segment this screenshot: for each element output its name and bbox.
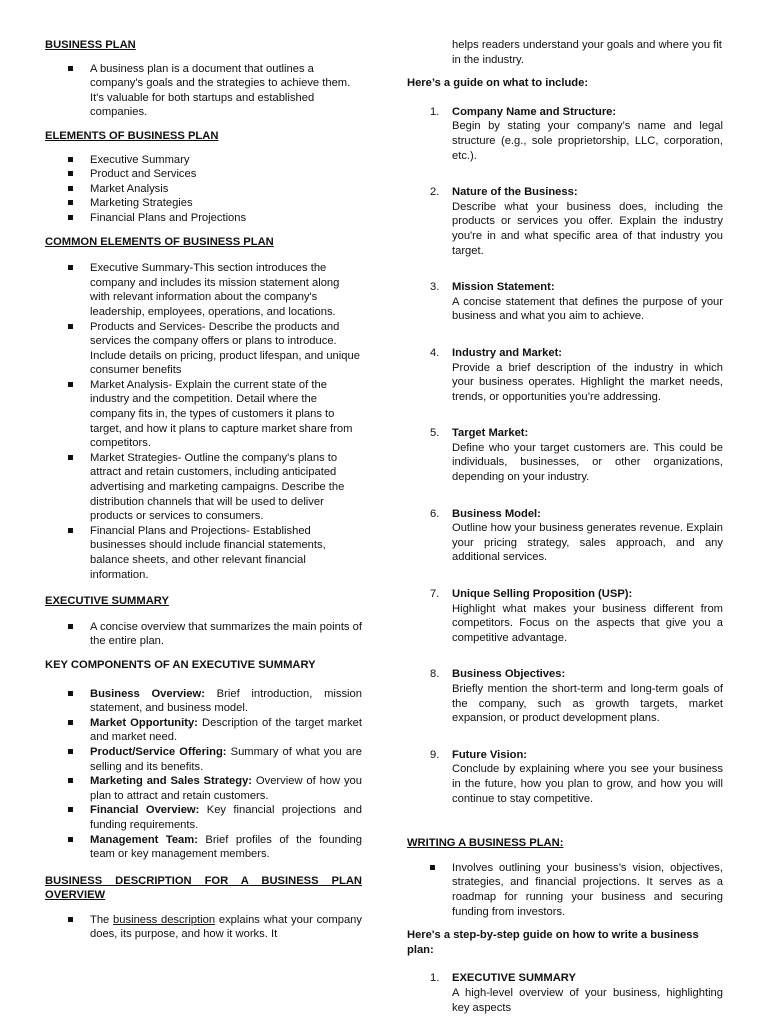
list-item: Marketing Strategies <box>45 196 362 211</box>
list-item: Market Analysis- Explain the current state of the industry and the competition. Detail where the company fits in, the types of customers it plans to target, and how it plans to capture market share from competitors. <box>45 378 362 451</box>
item-number: 1. <box>430 105 440 118</box>
item-text: Define who your target customers are. This could be individuals, businesses, or other organizations, depending on your industry. <box>452 441 723 484</box>
steps-list <box>407 971 723 1015</box>
common-elements-heading: COMMON ELEMENTS OF BUSINESS PLAN <box>45 235 274 248</box>
item-label: Financial Overview: <box>90 804 200 817</box>
item-label: Product/Service Offering: <box>90 745 227 758</box>
list-item <box>407 185 723 258</box>
intro-text: explains what your company does, its purpose, and how it works. It <box>90 913 362 941</box>
key-components-list <box>45 687 362 862</box>
item-label: Market Opportunity: <box>90 716 198 729</box>
item-number: 7. <box>430 588 440 601</box>
executive-summary-heading: EXECUTIVE SUMMARY <box>45 595 169 608</box>
list-item: Product and Services <box>45 167 362 182</box>
item-text: Describe what your business does, including the products or services you offer. Explain the industry you're in and what specific area of that industry you target. <box>452 200 723 257</box>
item-label: Business Overview: <box>90 687 205 700</box>
item-text: Highlight what makes your business different from competitors. Focus on the aspects that give you a competitive advantage. <box>452 602 723 644</box>
item-number: 5. <box>430 427 440 440</box>
list-item <box>407 748 723 806</box>
list-item <box>407 280 723 324</box>
item-title: EXECUTIVE SUMMARY <box>452 972 576 985</box>
writing-list <box>407 861 723 919</box>
list-item: Financial Plans and Projections <box>45 211 362 226</box>
list-item <box>45 716 362 745</box>
list-item: A concise overview that summarizes the main points of the entire plan. <box>45 620 362 649</box>
right-column <box>407 38 723 1015</box>
business-description-link[interactable]: business description <box>113 913 216 926</box>
item-text: Provide a brief description of the industry in which your business operates. Highlight the market needs, trends, or opportunities you’re addressing. <box>452 361 723 403</box>
step-heading: Here's a step-by-step guide on how to write a business plan: <box>407 929 699 956</box>
list-item: Financial Plans and Projections- Established businesses should include financial statements, balance sheets, and other relevant financial information. <box>45 524 362 582</box>
list-item <box>407 587 723 645</box>
list-item: A business plan is a document that outlines a company's goals and the strategies to achieve them. It's valuable for both startups and established companies. <box>45 62 362 120</box>
list-item <box>45 803 362 832</box>
list-item <box>45 745 362 774</box>
list-item <box>45 774 362 803</box>
list-item <box>45 833 362 862</box>
item-label: Marketing and Sales Strategy: <box>90 775 253 788</box>
item-title: Business Objectives: <box>452 668 566 681</box>
list-item <box>407 507 723 565</box>
guide-heading: Here’s a guide on what to include: <box>407 77 589 90</box>
list-item <box>407 346 723 404</box>
business-plan-list <box>45 62 362 120</box>
item-text: Brief profiles of the founding team or key management members. <box>90 833 362 861</box>
item-number: 3. <box>430 281 440 294</box>
elements-list <box>45 153 362 226</box>
item-text: Begin by stating your company’s name and legal structure (e.g., sole proprietorship, LLC, corporation, etc.). <box>452 120 723 162</box>
item-text: Conclude by explaining where you see your business in the future, how you plan to grow, and how you will continue to stay competitive. <box>452 763 723 805</box>
list-item: Executive Summary-This section introduces the company and includes its mission statement along with relevant information about the company's leadership, employees, operations, and locations. <box>45 261 362 319</box>
list-item <box>45 913 362 942</box>
key-components-heading: KEY COMPONENTS OF AN EXECUTIVE SUMMARY <box>45 658 316 671</box>
left-column <box>45 38 362 951</box>
executive-summary-list <box>45 620 362 649</box>
item-text: Brief introduction, mission statement, and business model. <box>90 687 362 715</box>
elements-heading: ELEMENTS OF BUSINESS PLAN <box>45 129 219 142</box>
list-item <box>407 426 723 484</box>
guide-list <box>407 105 723 806</box>
item-title: Mission Statement: <box>452 281 555 294</box>
list-item: Market Analysis <box>45 182 362 197</box>
list-item <box>407 667 723 725</box>
item-number: 9. <box>430 748 440 761</box>
list-item <box>407 971 723 1015</box>
item-title: Industry and Market: <box>452 346 563 359</box>
item-text: Briefly mention the short-term and long-term goals of the company, such as growth targets, market expansion, or product development plans. <box>452 683 723 725</box>
list-item <box>407 105 723 163</box>
intro-text: The <box>90 913 114 926</box>
business-plan-heading: BUSINESS PLAN <box>45 39 136 51</box>
business-description-list <box>45 913 362 942</box>
continuation-text: helps readers understand your goals and where you fit in the industry. <box>452 39 722 66</box>
item-number: 2. <box>430 186 440 199</box>
item-title: Target Market: <box>452 427 529 440</box>
item-number: 8. <box>430 668 440 681</box>
item-title: Company Name and Structure: <box>452 105 617 118</box>
item-number: 4. <box>430 346 440 359</box>
item-text: A high-level overview of your business, highlighting key aspects <box>452 986 723 1014</box>
item-text: A concise statement that defines the purpose of your business and what you aim to achieve. <box>452 295 723 323</box>
list-item: Products and Services- Describe the products and services the company offers or plans to introduce. Include details on pricing, product lifespan, and unique consumer benefits <box>45 320 362 378</box>
common-elements-list <box>45 261 362 582</box>
list-item: Market Strategies- Outline the company's plans to attract and retain customers, including anticipated advertising and marketing campaigns. Describe the distribution channels that will be used to deliver products or services to consumers. <box>45 451 362 524</box>
item-text: Description of the target market and market need. <box>90 716 362 744</box>
item-number: 6. <box>430 507 440 520</box>
list-item <box>45 687 362 716</box>
item-title: Future Vision: <box>452 748 528 761</box>
writing-heading: WRITING A BUSINESS PLAN: <box>407 837 564 850</box>
item-text: Summary of what you are selling and its benefits. <box>90 745 362 773</box>
item-text: Outline how your business generates revenue. Explain your pricing strategy, sales approach, and any additional services. <box>452 522 723 564</box>
item-title: Business Model: <box>452 507 541 520</box>
item-title: Nature of the Business: <box>452 186 578 199</box>
list-item: Executive Summary <box>45 153 362 168</box>
item-title: Unique Selling Proposition (USP): <box>452 588 633 601</box>
list-item: Involves outlining your business’s vision, objectives, strategies, and financial projections. It serves as a roadmap for running your business and securing funding from investors. <box>407 861 723 919</box>
item-text: Key financial projections and funding requirements. <box>90 804 362 831</box>
item-label: Management Team: <box>90 833 198 846</box>
business-description-heading: BUSINESS DESCRIPTION FOR A BUSINESS PLAN OVERVIEW <box>45 874 362 902</box>
item-text: Overview of how you plan to attract and retain customers. <box>90 775 362 802</box>
item-number: 1. <box>430 972 440 985</box>
